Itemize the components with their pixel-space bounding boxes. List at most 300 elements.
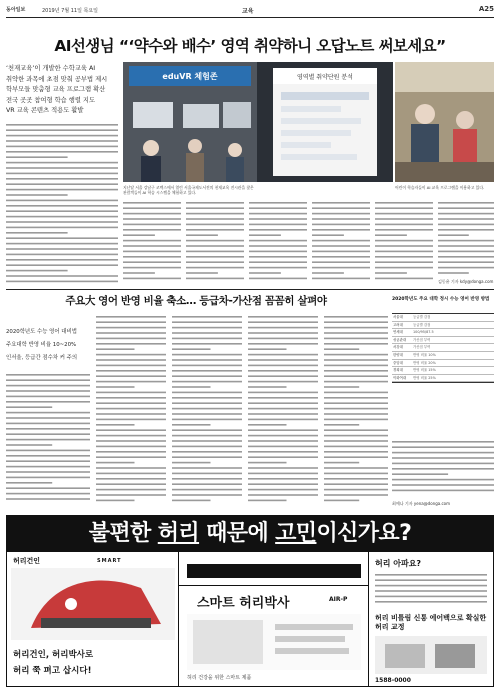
text-line xyxy=(172,370,242,372)
sidebox-row xyxy=(392,344,494,352)
text-line xyxy=(6,433,90,435)
text-line xyxy=(392,473,448,475)
article2-body-col5 xyxy=(324,314,388,504)
text-line xyxy=(123,229,181,231)
text-line xyxy=(96,419,166,421)
text-line xyxy=(312,272,344,274)
sidebox-row-key: 경희대 xyxy=(393,368,403,373)
text-line xyxy=(392,446,494,448)
text-line xyxy=(248,467,318,469)
sidebox-row-value: 등급별 감점 xyxy=(413,315,431,319)
text-line xyxy=(6,423,90,425)
text-line xyxy=(96,408,166,410)
text-line xyxy=(375,213,433,215)
sidebox-row-key: 중앙대 xyxy=(393,360,403,365)
text-line xyxy=(96,451,166,453)
sidebox-row xyxy=(392,367,494,375)
text-line xyxy=(375,585,487,587)
text-line xyxy=(248,419,318,421)
paper-name: 동아일보 xyxy=(6,7,26,13)
text-line xyxy=(6,471,90,473)
body-text-lines xyxy=(6,372,90,504)
text-line xyxy=(96,386,135,388)
text-line xyxy=(324,321,388,323)
text-line xyxy=(186,218,244,220)
article1-photo-left xyxy=(123,62,257,182)
text-line xyxy=(324,386,359,388)
sidebox-row xyxy=(392,352,494,360)
text-line xyxy=(172,467,242,469)
ad-left-slogan-2: 허리 쭉 펴고 삽시다! xyxy=(13,666,92,676)
text-line xyxy=(96,321,166,323)
article1-photo-right xyxy=(395,62,494,182)
text-line xyxy=(249,213,307,215)
text-line xyxy=(6,487,90,489)
sidebox-row-key: 고려대 xyxy=(393,322,403,327)
text-line xyxy=(186,207,244,209)
text-line xyxy=(324,381,388,383)
body-text-lines xyxy=(123,200,181,284)
text-line xyxy=(248,381,318,383)
text-line xyxy=(6,396,90,398)
text-line xyxy=(324,451,388,453)
text-line xyxy=(248,473,318,475)
sidebox-row-value: 가산점 부여 xyxy=(413,345,431,350)
text-line xyxy=(375,229,433,231)
text-line xyxy=(172,456,242,458)
ad-mid-header xyxy=(179,556,369,586)
text-line xyxy=(324,500,359,502)
text-line xyxy=(248,446,318,448)
text-line xyxy=(96,381,166,383)
text-line xyxy=(375,202,433,204)
text-line xyxy=(96,462,135,464)
ad-left-product-illustration xyxy=(11,568,175,640)
text-line xyxy=(6,379,90,381)
article1-body-col3 xyxy=(186,200,244,284)
text-line xyxy=(438,267,494,269)
sidebox-row-key: 연세대 xyxy=(393,330,403,335)
text-line xyxy=(172,365,242,367)
article1-photo-screen xyxy=(257,62,393,182)
text-line xyxy=(172,408,242,410)
text-line xyxy=(324,440,388,442)
text-line xyxy=(324,419,388,421)
sidebox-row-key: 한양대 xyxy=(393,352,403,357)
text-line xyxy=(312,202,370,204)
text-line xyxy=(312,218,370,220)
text-line xyxy=(96,446,166,448)
text-line xyxy=(6,173,118,175)
ad-headline-part: 불편한 xyxy=(88,521,158,546)
article1-body-col2 xyxy=(123,200,181,284)
text-line xyxy=(324,467,388,469)
text-line xyxy=(6,221,118,223)
text-line xyxy=(172,451,242,453)
text-line xyxy=(96,494,166,496)
text-line xyxy=(96,397,166,399)
text-line xyxy=(375,278,433,280)
text-line xyxy=(312,224,370,226)
article2-headline: 주요大 영어 반영 비율 축소… 등급차-가산점 꼼꼼히 살펴야 xyxy=(65,295,327,307)
text-line xyxy=(172,327,242,329)
ad-headline-part: 이신가요? xyxy=(316,521,412,546)
ad-mid-sub: AIR-P xyxy=(329,596,348,603)
text-line xyxy=(438,251,494,253)
text-line xyxy=(6,232,68,234)
text-line xyxy=(248,370,318,372)
text-line xyxy=(375,224,433,226)
text-line xyxy=(324,332,388,334)
text-line xyxy=(438,261,494,263)
text-line xyxy=(324,338,388,340)
text-line xyxy=(375,207,433,209)
text-line xyxy=(96,343,166,345)
text-line xyxy=(249,278,307,280)
text-line xyxy=(438,272,469,274)
masthead-rule xyxy=(6,17,494,18)
text-line xyxy=(312,256,370,258)
text-line xyxy=(186,245,244,247)
text-line xyxy=(96,354,166,356)
text-line xyxy=(186,261,244,263)
text-line xyxy=(248,354,318,356)
text-line xyxy=(172,429,242,431)
text-line xyxy=(392,457,494,459)
deck-line: 학부모들 맞춤형 교육 프로그램 확산 xyxy=(6,86,106,93)
text-line xyxy=(96,429,166,431)
sidebox-row xyxy=(392,329,494,337)
text-line xyxy=(6,205,118,207)
body-text-lines xyxy=(324,314,388,504)
text-line xyxy=(6,450,90,452)
text-line xyxy=(6,401,90,403)
text-line xyxy=(172,489,242,491)
text-line xyxy=(6,248,118,250)
text-line xyxy=(312,278,370,280)
text-line xyxy=(123,240,181,242)
ad-headline-highlight: 고민 xyxy=(275,521,317,546)
text-line xyxy=(248,343,318,345)
text-line xyxy=(6,200,118,202)
issue-date: 2019년 7월 11일 목요일 xyxy=(42,8,99,14)
sidebox-row-value: 반영 비율 15% xyxy=(413,368,436,373)
text-line xyxy=(248,392,318,394)
text-line xyxy=(249,218,307,220)
text-line xyxy=(248,402,318,404)
text-line xyxy=(248,435,318,437)
sidebox-row-value: 100/95/87.5 xyxy=(413,330,434,335)
text-line xyxy=(172,332,242,334)
text-line xyxy=(248,348,287,350)
text-line xyxy=(6,417,90,419)
text-line xyxy=(6,227,118,229)
text-line xyxy=(312,234,344,236)
text-line xyxy=(186,267,244,269)
text-line xyxy=(249,240,307,242)
body-text-lines xyxy=(96,314,166,504)
text-line xyxy=(123,272,155,274)
text-line xyxy=(6,498,90,500)
sidebox-row-key: 서울대 xyxy=(393,315,403,319)
text-line xyxy=(186,251,244,253)
sidebox-row xyxy=(392,337,494,345)
text-line xyxy=(324,483,388,485)
text-line xyxy=(172,446,242,448)
text-line xyxy=(248,489,318,491)
text-line xyxy=(172,419,242,421)
text-line xyxy=(123,251,181,253)
text-line xyxy=(324,316,388,318)
ad-headline xyxy=(7,516,493,552)
text-line xyxy=(172,338,242,340)
article2-body-col1 xyxy=(6,372,90,504)
text-line xyxy=(172,381,242,383)
text-line xyxy=(123,245,181,247)
text-line xyxy=(438,202,494,204)
article1-deck xyxy=(6,64,118,117)
text-line xyxy=(312,229,370,231)
ad-middle-panel xyxy=(179,552,369,687)
body-text-lines xyxy=(375,572,487,608)
text-line xyxy=(96,440,166,442)
photo-caption-left: 지난달 서울 강남구 코엑스에서 열린 서울국제도서전의 천재교육 전시관을 찾은 관람객들이 AI 학습 시스템을 체험하고 있다. xyxy=(123,185,254,196)
text-line xyxy=(324,370,388,372)
text-line xyxy=(172,440,242,442)
text-line xyxy=(248,365,318,367)
text-line xyxy=(324,473,388,475)
text-line xyxy=(438,224,494,226)
text-line xyxy=(123,202,181,204)
text-line xyxy=(6,237,118,239)
text-line xyxy=(249,207,307,209)
text-line xyxy=(312,251,370,253)
text-line xyxy=(96,316,166,318)
text-line xyxy=(6,493,90,495)
sidebox-row xyxy=(392,322,494,330)
ad-mid-product-illustration xyxy=(187,614,361,670)
article2-deck xyxy=(6,326,90,365)
text-line xyxy=(248,316,318,318)
text-line xyxy=(375,234,407,236)
text-line xyxy=(96,365,166,367)
text-line xyxy=(6,460,90,462)
article1-body-col7 xyxy=(438,200,494,276)
text-line xyxy=(392,490,494,492)
text-line xyxy=(248,397,318,399)
sidebox-row-key: 성균관대 xyxy=(393,337,407,342)
text-line xyxy=(6,466,90,468)
text-line xyxy=(6,178,118,180)
body-text-lines xyxy=(186,200,244,284)
text-line xyxy=(172,483,242,485)
ad-left-panel xyxy=(7,552,179,687)
text-line xyxy=(438,229,494,231)
text-line xyxy=(172,348,211,350)
text-line xyxy=(123,278,181,280)
text-line xyxy=(96,500,135,502)
text-line xyxy=(96,456,166,458)
text-line xyxy=(375,261,433,263)
text-line xyxy=(172,397,242,399)
text-line xyxy=(324,462,359,464)
article2-body-col3 xyxy=(172,314,242,504)
text-line xyxy=(248,327,318,329)
text-line xyxy=(248,424,287,426)
text-line xyxy=(375,574,487,576)
advertisement[interactable] xyxy=(6,515,494,687)
text-line xyxy=(96,332,166,334)
text-line xyxy=(6,264,118,266)
text-line xyxy=(186,224,244,226)
ad-left-brand: 허리건인 xyxy=(13,557,41,565)
text-line xyxy=(375,590,487,592)
text-line xyxy=(392,463,494,465)
text-line xyxy=(6,428,90,430)
sidebox-row-value: 반영 비율 25% xyxy=(413,375,436,380)
text-line xyxy=(248,338,318,340)
text-line xyxy=(249,229,307,231)
text-line xyxy=(6,385,90,387)
text-line xyxy=(248,462,287,464)
text-line xyxy=(249,256,307,258)
text-line xyxy=(6,275,118,277)
text-line xyxy=(6,254,118,256)
text-line xyxy=(375,218,433,220)
text-line xyxy=(186,202,244,204)
text-line xyxy=(248,494,318,496)
text-line xyxy=(324,327,388,329)
sidebox-row-value: 반영 비율 10% xyxy=(413,352,436,357)
body-text-lines xyxy=(248,314,318,504)
text-line xyxy=(375,240,433,242)
sidebox-title: 2020학년도 주요 대학 정시 수능 영어 반영 방법 xyxy=(392,297,490,302)
text-line xyxy=(392,452,494,454)
ad-right-illustration xyxy=(375,636,487,674)
text-line xyxy=(438,234,469,236)
text-line xyxy=(6,406,52,408)
text-line xyxy=(123,267,181,269)
sidebox-row xyxy=(392,375,494,383)
text-line xyxy=(172,343,242,345)
text-line xyxy=(324,489,388,491)
text-line xyxy=(324,359,388,361)
text-line xyxy=(438,240,494,242)
text-line xyxy=(438,207,494,209)
text-line xyxy=(324,413,388,415)
body-text-lines xyxy=(312,200,370,284)
text-line xyxy=(96,375,166,377)
text-line xyxy=(375,251,433,253)
sidebox-row-key: 서강대 xyxy=(393,345,403,350)
text-line xyxy=(6,210,118,212)
sidebox-row-value: 등급별 감점 xyxy=(413,322,431,327)
ad-right-title: 허리 아파요? xyxy=(375,559,422,568)
text-line xyxy=(6,151,118,153)
text-line xyxy=(6,140,118,142)
text-line xyxy=(248,359,318,361)
body-text-lines xyxy=(392,439,494,495)
text-line xyxy=(392,441,494,443)
text-line xyxy=(375,596,487,598)
sidebox-english-reflection xyxy=(392,297,494,511)
article1-byline: 김동윤 기자 kdy@donga.com xyxy=(438,279,494,284)
text-line xyxy=(249,245,307,247)
text-line xyxy=(172,462,211,464)
text-line xyxy=(6,477,90,479)
text-line xyxy=(248,429,318,431)
sidebox-row-value: 반영 비율 20% xyxy=(413,360,436,365)
text-line xyxy=(248,500,287,502)
text-line xyxy=(249,261,307,263)
text-line xyxy=(249,202,307,204)
ad-mid-title: 스마트 허리박사 xyxy=(197,596,290,611)
body-text-lines xyxy=(6,122,118,284)
deck-line: 2020학년도 수능 영어 대비법 xyxy=(6,329,77,335)
text-line xyxy=(249,224,307,226)
ad-left-tag: SMART xyxy=(97,558,122,564)
text-line xyxy=(96,359,166,361)
text-line xyxy=(186,234,218,236)
deck-line: 인서울, 등급간 점수차 커 주의 xyxy=(6,355,78,361)
text-line xyxy=(392,468,494,470)
text-line xyxy=(248,332,318,334)
body-text-lines xyxy=(375,200,433,284)
text-line xyxy=(312,245,370,247)
text-line xyxy=(312,207,370,209)
text-line xyxy=(186,213,244,215)
text-line xyxy=(6,162,118,164)
text-line xyxy=(172,478,242,480)
text-line xyxy=(172,435,242,437)
text-line xyxy=(248,451,318,453)
text-line xyxy=(6,156,68,158)
text-line xyxy=(392,479,494,481)
text-line xyxy=(248,413,318,415)
photo-screen-illustration xyxy=(257,62,393,182)
text-line xyxy=(6,455,90,457)
text-line xyxy=(312,261,370,263)
ad-right-smalltext xyxy=(375,572,487,608)
text-line xyxy=(186,229,244,231)
article1-body-col5 xyxy=(312,200,370,284)
text-line xyxy=(123,234,155,236)
text-line xyxy=(96,392,166,394)
ad-right-body: 허리 비틀림 신통 에어백으로 확실한 허리 교정 xyxy=(375,614,487,631)
text-line xyxy=(6,129,118,131)
ad-mid-note: 허리 건강을 위한 스마트 제품 xyxy=(187,675,252,681)
text-line xyxy=(6,259,118,261)
sidebox-row xyxy=(392,314,494,322)
text-line xyxy=(375,601,487,603)
text-line xyxy=(324,424,359,426)
photo-left-illustration xyxy=(123,62,257,182)
text-line xyxy=(172,473,242,475)
text-line xyxy=(96,467,166,469)
text-line xyxy=(375,579,487,581)
text-line xyxy=(324,343,388,345)
text-line xyxy=(96,435,166,437)
text-line xyxy=(6,374,90,376)
text-line xyxy=(96,424,135,426)
text-line xyxy=(96,489,166,491)
text-line xyxy=(324,354,388,356)
text-line xyxy=(6,135,118,137)
text-line xyxy=(324,397,388,399)
text-line xyxy=(248,456,318,458)
text-line xyxy=(312,213,370,215)
text-line xyxy=(375,267,433,269)
